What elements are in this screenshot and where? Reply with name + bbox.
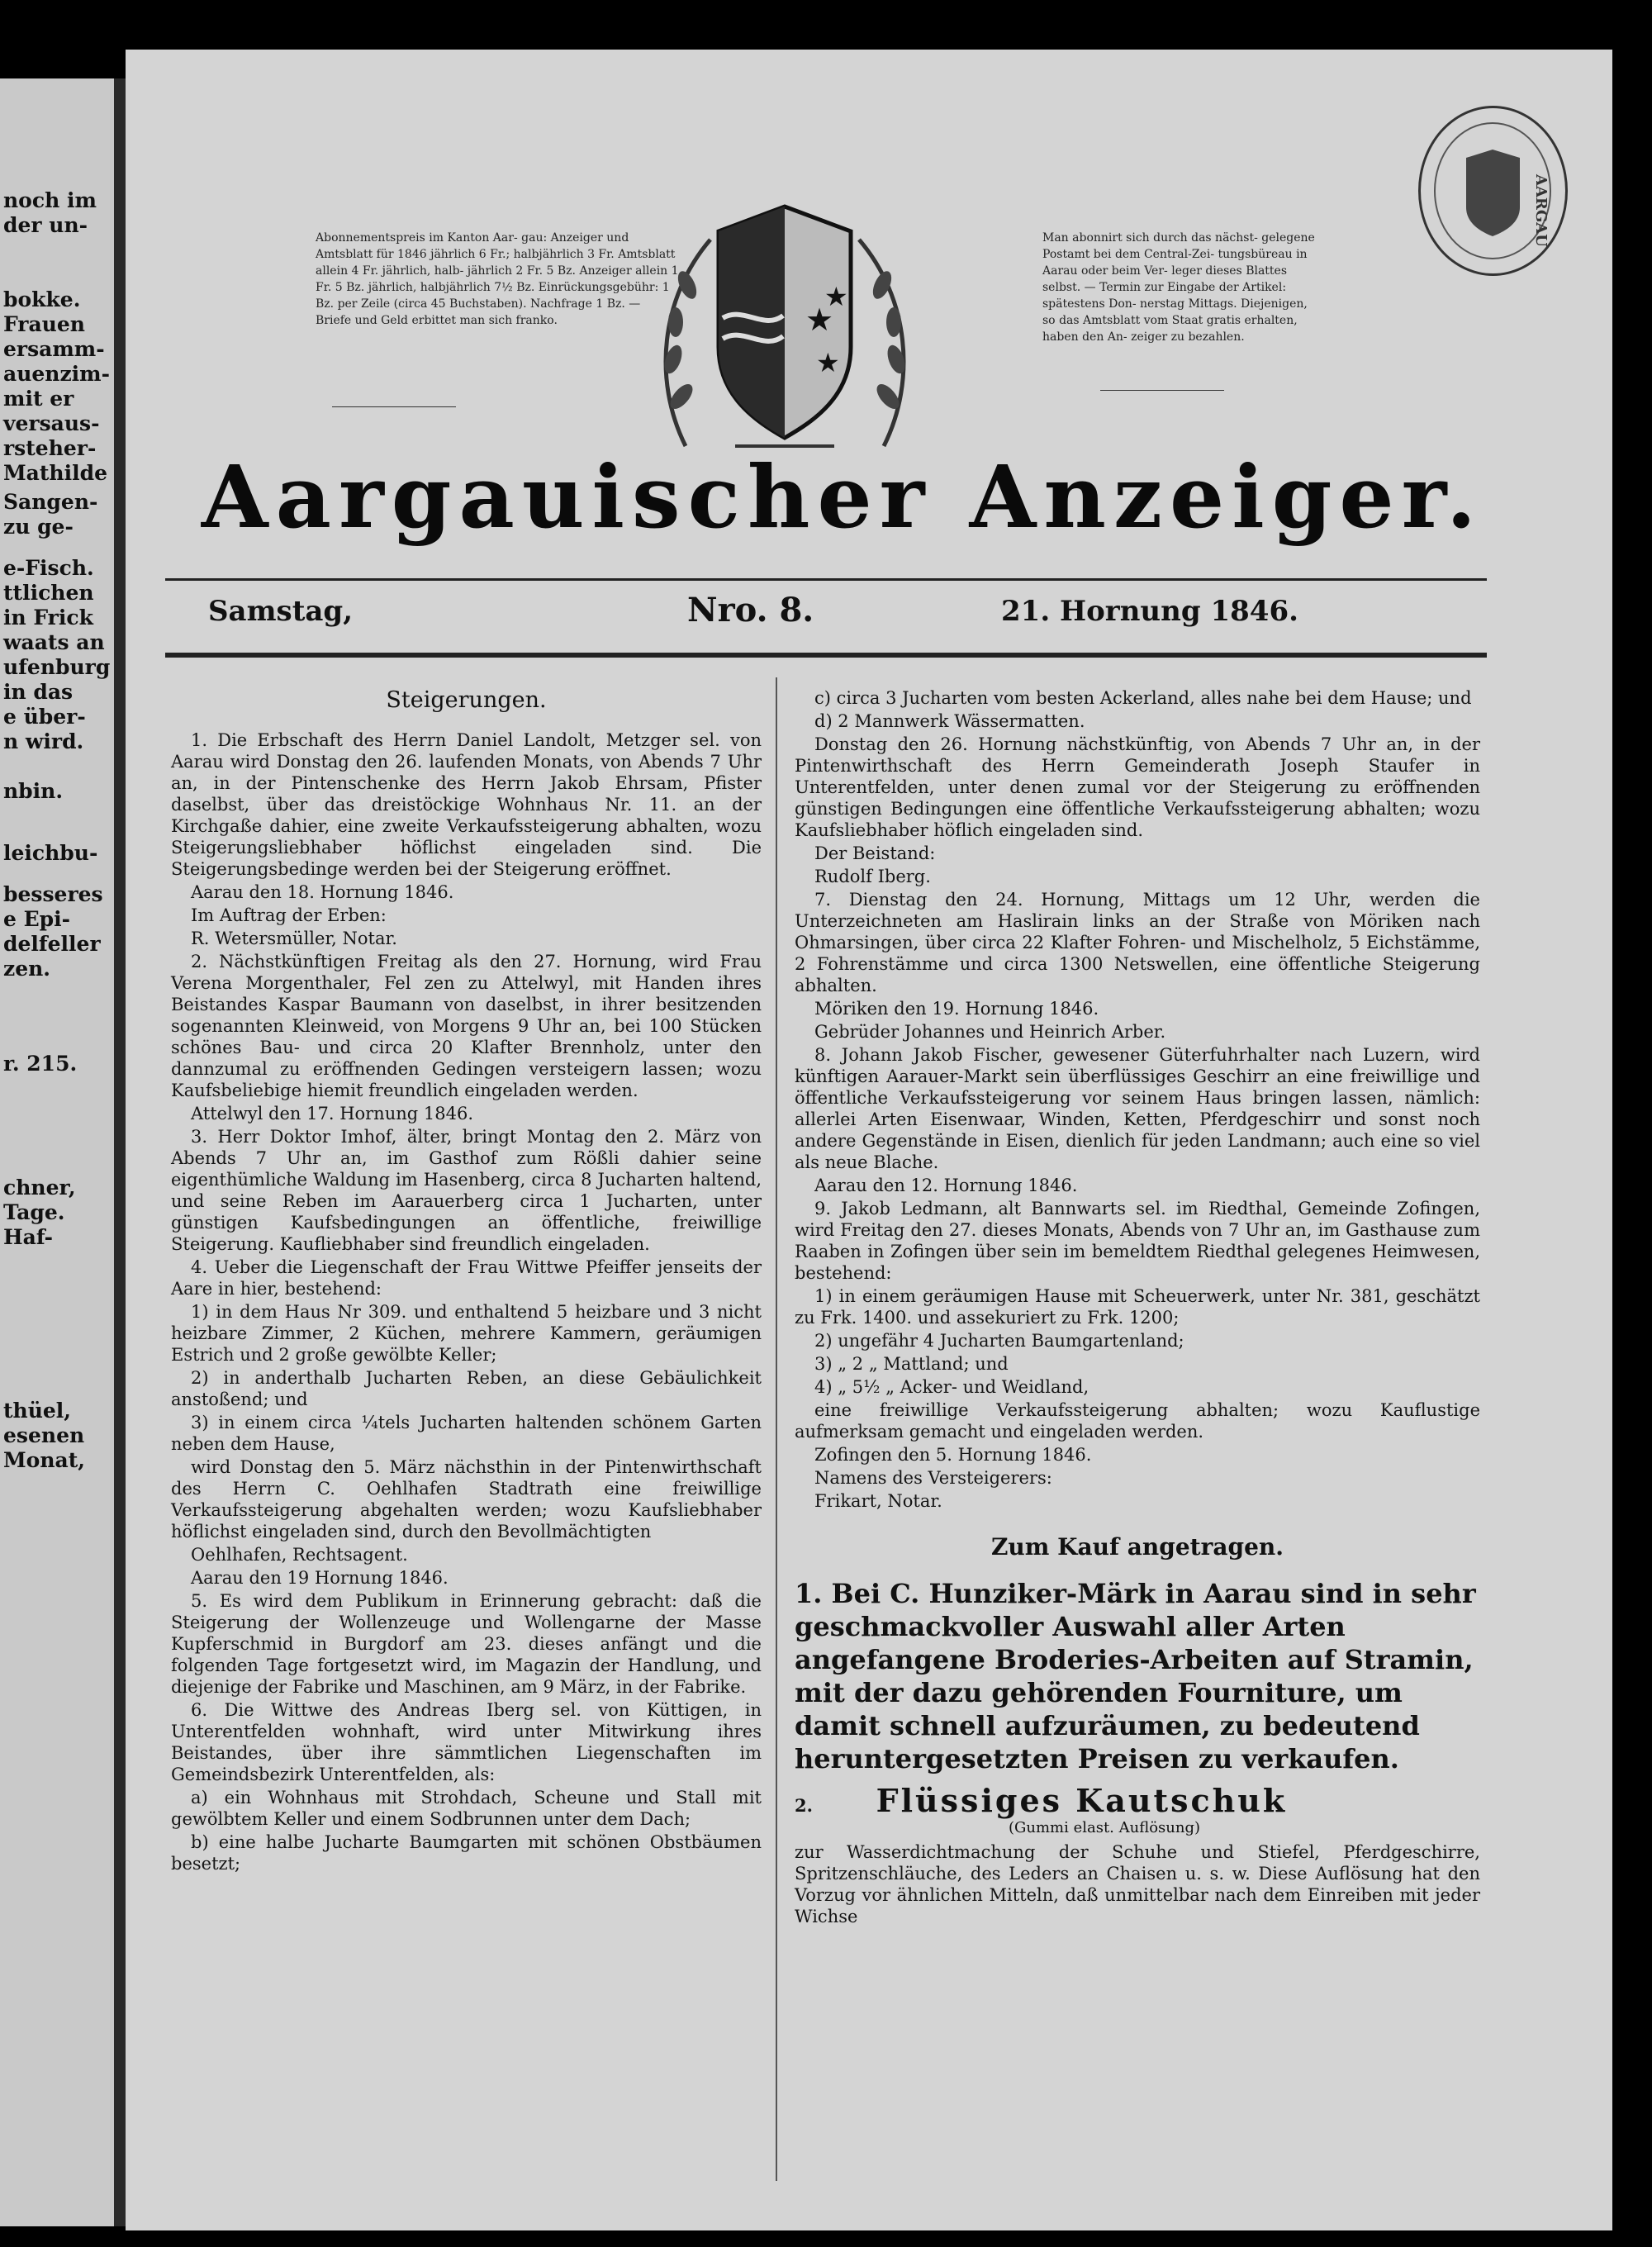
article-paragraph: Möriken den 19. Hornung 1846. bbox=[814, 999, 1099, 1019]
article-paragraph: 2. Nächstkünftigen Freitag als den 27. Hornung, wird Frau Verena Morgenthaler, Fel zen zu Attelwyl, mit Handen ihres Beistandes Kaspar Baumann von daselbst, in ihrer besitzenden sogenannten Kleinweid, von Morgens 9 Uhr an, bei 100 Stücken schönes Bau- und circa 20 Klafter Brennholz, unter den dannzumal zu eröffnenden Gedingen versteigern lassen; wozu Kaufsbeliebige hiemit freundlich eingeladen werden. bbox=[171, 952, 762, 1100]
left-page-text-fragment: n wird. bbox=[3, 729, 84, 753]
adjacent-page-fragment bbox=[0, 78, 114, 2226]
article-paragraph: 1. Die Erbschaft des Herrn Daniel Landolt, Metzger sel. von Aarau wird Donstag den 26. laufenden Monats, von Abends 7 Uhr an, in der Pintenschenke des Herrn Jakob Ehrsam, Pfister daselbst, über das dreistöckige Wohnhaus Nr. 11. an der Kirchgaße dahier, eine zweite Verkaufssteigerung abhalten, wozu Steigerungsliebhaber höflichst eingeladen sind. Die Steigerungsbedinge werden bei der Steigerung eröffnet. bbox=[171, 730, 762, 879]
article-paragraph: Oehlhafen, Rechtsagent. bbox=[191, 1545, 408, 1565]
left-page-text-fragment: Mathilde bbox=[3, 461, 107, 485]
article-paragraph: Aarau den 12. Hornung 1846. bbox=[814, 1176, 1078, 1195]
left-page-text-fragment: auenzim- bbox=[3, 362, 110, 386]
section-heading: Steigerungen. bbox=[386, 687, 547, 713]
left-page-text-fragment: besseres bbox=[3, 882, 103, 906]
issue-day: Samstag, bbox=[208, 595, 354, 628]
left-page-text-fragment: thüel, bbox=[3, 1399, 72, 1423]
left-page-text-fragment: Tage. bbox=[3, 1200, 65, 1224]
article-paragraph: Aarau den 19 Hornung 1846. bbox=[191, 1568, 449, 1588]
article-paragraph: eine freiwillige Verkaufssteigerung abhalten; wozu Kauflustige aufmerksam gemacht und eingeladen werden. bbox=[795, 1400, 1480, 1442]
left-page-text-fragment: chner, bbox=[3, 1176, 76, 1200]
left-page-text-fragment: der un- bbox=[3, 213, 88, 237]
left-page-text-fragment: e über- bbox=[3, 705, 86, 729]
left-page-text-fragment: leichbu- bbox=[3, 841, 98, 865]
article-paragraph: 2) ungefähr 4 Jucharten Baumgartenland; bbox=[814, 1331, 1184, 1351]
article-paragraph: Rudolf Iberg. bbox=[814, 867, 931, 886]
article-paragraph: 6. Die Wittwe des Andreas Iberg sel. von Küttigen, in Unterentfelden wohnhaft, wird unter Mitwirkung ihres Beistandes, über ihre sämmtlichen Liegenschaften im Gemeindsbezirk Unterentfelden, als: bbox=[171, 1700, 762, 1784]
left-page-text-fragment: bokke. bbox=[3, 287, 81, 311]
header-rule-bottom bbox=[165, 653, 1487, 658]
article-paragraph: b) eine halbe Jucharte Baumgarten mit schönen Obstbäumen besetzt; bbox=[171, 1832, 762, 1874]
advertisement-1: 1. Bei C. Hunziker-Märk in Aarau sind in sehr geschmackvoller Auswahl aller Arten angefangene Broderies-Arbeiten auf Stramin, mit der dazu gehörenden Fourniture, um damit schnell aufzuräumen, zu bedeutend heruntergesetzten Preisen zu verkaufen. bbox=[795, 1578, 1476, 1774]
article-paragraph: 1) in einem geräumigen Hause mit Scheuerwerk, unter Nr. 381, geschätzt zu Frk. 1400. und assekuriert zu Frk. 1200; bbox=[795, 1286, 1480, 1328]
left-page-text-fragment: zen. bbox=[3, 957, 50, 981]
left-page-text-fragment: waats an bbox=[3, 630, 105, 654]
left-page-text-fragment: esenen bbox=[3, 1423, 85, 1447]
article-paragraph: 7. Dienstag den 24. Hornung, Mittags um 12 Uhr, werden die Unterzeichneten am Haslirain links an der Straße von Möriken nach Ohmarsingen, über circa 22 Klafter Fohren- und Mischelholz, 5 Eichstämme, 2 Fohrenstämme und circa 1300 Netswellen, eine öffentliche Steigerung abhalten. bbox=[795, 890, 1480, 995]
article-paragraph: wird Donstag den 5. März nächsthin in der Pintenwirthschaft des Herrn C. Oehlhafen Stadtrath eine freiwillige Verkaufssteigerung abgehalten werden; wozu Kaufsliebhaber höflichst eingeladen sind, durch den Bevollmächtigten bbox=[171, 1457, 762, 1542]
left-page-text-fragment: nbin. bbox=[3, 779, 64, 803]
sale-heading: Zum Kauf angetragen. bbox=[990, 1533, 1284, 1561]
left-page-text-fragment: mit er bbox=[3, 387, 74, 411]
ad-title: Flüssiges Kautschuk bbox=[876, 1782, 1288, 1819]
masthead-title: Aargauischer Anzeiger. bbox=[201, 446, 1484, 548]
stamp-text: AARGAU bbox=[1532, 174, 1550, 247]
page-spine bbox=[114, 78, 126, 2226]
left-page-text-fragment: delfeller bbox=[3, 932, 101, 956]
article-paragraph: Zofingen den 5. Hornung 1846. bbox=[814, 1445, 1092, 1465]
article-paragraph: Im Auftrag der Erben: bbox=[191, 905, 387, 925]
article-paragraph: 1) in dem Haus Nr 309. und enthaltend 5 heizbare und 3 nicht heizbare Zimmer, 2 Küchen, mehrere Kammern, geräumigen Estrich und 2 große gewölbte Keller; bbox=[171, 1302, 762, 1365]
left-column-text bbox=[171, 729, 762, 1874]
article-paragraph: 2) in anderthalb Jucharten Reben, an diese Gebäulichkeit anstoßend; und bbox=[171, 1368, 762, 1409]
article-paragraph: Frikart, Notar. bbox=[814, 1491, 942, 1511]
column-divider bbox=[776, 677, 777, 2181]
left-page-text-fragment: r. 215. bbox=[3, 1052, 78, 1076]
left-page-text-fragment: noch im bbox=[3, 188, 97, 212]
article-paragraph: 9. Jakob Ledmann, alt Bannwarts sel. im Riedthal, Gemeinde Zofingen, wird Freitag den 27. dieses Monats, Abends von 7 Uhr an, im Gasthause zum Raaben in Zofingen über sein im bemeldtem Riedthal gelegenes Heimwesen, bestehend: bbox=[795, 1199, 1480, 1283]
left-page-text-fragment: rsteher- bbox=[3, 436, 97, 460]
svg-text:★: ★ bbox=[816, 347, 840, 378]
article-paragraph: Donstag den 26. Hornung nächstkünftig, von Abends 7 Uhr an, in der Pintenwirthschaft des Herrn Gemeinderath Joseph Staufer in Unterentfelden, unter denen zumal vor der Steigerung zu eröffnenden günstigen Bedingungen eine öffentliche Verkaufssteigerung abhalten; wozu Kaufsliebhaber höflich eingeladen sind. bbox=[795, 734, 1480, 840]
svg-text:★: ★ bbox=[805, 302, 834, 338]
article-paragraph: 5. Es wird dem Publikum in Erinnerung gebracht: daß die Steigerung der Wollenzeuge und Wollengarne der Masse Kupferschmid in Burgdorf am 23. dieses anfängt und die folgenden Tage fortgesetzt wird, im Magazin der Handlung, und diejenige der Fabrike und Maschinen, am 9 März, in der Fabrike. bbox=[171, 1591, 762, 1697]
article-paragraph: 3) „ 2 „ Mattland; und bbox=[814, 1354, 1009, 1374]
left-page-text-fragment: versaus- bbox=[3, 411, 100, 435]
left-page-text-fragment: e Epi- bbox=[3, 907, 71, 931]
article-paragraph: R. Wetersmüller, Notar. bbox=[191, 929, 397, 948]
article-paragraph: Namens des Versteigerers: bbox=[814, 1468, 1052, 1488]
coat-of-arms-icon bbox=[636, 173, 933, 479]
article-paragraph: Attelwyl den 17. Hornung 1846. bbox=[191, 1104, 473, 1124]
left-page-text-fragment: e-Fisch. bbox=[3, 556, 94, 580]
left-page-text-fragment: Frauen bbox=[3, 312, 85, 336]
left-page-text-fragment: ttlichen bbox=[3, 581, 94, 605]
library-stamp bbox=[1418, 106, 1568, 276]
advertisement-2 bbox=[795, 1782, 1480, 1927]
article-paragraph: c) circa 3 Jucharten vom besten Ackerland, alles nahe bei dem Hause; und bbox=[814, 688, 1472, 708]
article-paragraph: 3) in einem circa ¼tels Jucharten haltenden schönem Garten neben dem Hause, bbox=[171, 1413, 762, 1454]
left-page-text-fragment: Haf- bbox=[3, 1225, 54, 1249]
issue-date: 21. Hornung 1846. bbox=[1001, 595, 1298, 628]
article-paragraph: Der Beistand: bbox=[814, 843, 936, 863]
left-page-text-fragment: in Frick bbox=[3, 606, 93, 629]
ad-text: zur Wasserdichtmachung der Schuhe und Stiefel, Pferdgeschirre, Spritzenschläuche, des Leders an Chaisen u. s. w. Diese Auflösung hat den Vorzug vor ähnlichen Mitteln, daß unmittelbar nach dem Einreiben mit jeder Wichse bbox=[795, 1842, 1480, 1926]
left-column bbox=[171, 687, 762, 1876]
newspaper-page bbox=[126, 50, 1612, 2230]
ad-number: 2. bbox=[795, 1795, 813, 1816]
left-page-text-fragment: ufenburg bbox=[3, 655, 111, 679]
divider bbox=[332, 406, 456, 407]
header-rule bbox=[165, 578, 1487, 581]
svg-text:★: ★ bbox=[824, 281, 848, 312]
right-column-text bbox=[795, 687, 1480, 1512]
article-paragraph: a) ein Wohnhaus mit Strohdach, Scheune und Stall mit gewölbtem Keller und einem Sodbrunnen unter dem Dach; bbox=[171, 1788, 762, 1829]
right-column bbox=[795, 687, 1480, 1927]
article-paragraph: 4) „ 5½ „ Acker- und Weidland, bbox=[814, 1377, 1089, 1397]
left-page-text-fragment: Sangen- bbox=[3, 490, 98, 514]
left-page-text-fragment: ersamm- bbox=[3, 337, 105, 361]
left-page-text-fragment: Monat, bbox=[3, 1448, 85, 1472]
article-paragraph: 3. Herr Doktor Imhof, älter, bringt Montag den 2. März von Abends 7 Uhr an, im Gasthof zum Rößli dahier seine eigenthümliche Waldung im Hasenberg, circa 8 Jucharten haltend, und seine Reben im Aarauerberg circa 1 Jucharten, unter günstigen Kaufsbedingungen an öffentliche, freiwillige Steigerung. Kaufliebhaber sind freundlich eingeladen. bbox=[171, 1127, 762, 1254]
article-paragraph: 4. Ueber die Liegenschaft der Frau Wittwe Pfeiffer jenseits der Aare in hier, bestehend: bbox=[171, 1257, 762, 1299]
ad-subtitle: (Gummi elast. Auflösung) bbox=[1008, 1819, 1201, 1836]
article-paragraph: d) 2 Mannwerk Wässermatten. bbox=[814, 711, 1085, 731]
left-page-text-fragment: zu ge- bbox=[3, 515, 74, 539]
subscription-info-left: Abonnementspreis im Kanton Aar- gau: Anzeiger und Amtsblatt für 1846 jährlich 6 Fr.; halbjährlich 3 Fr. Amtsblatt allein 4 Fr. jährlich, halb- jährlich 2 Fr. 5 Bz. Anzeiger allein 1 Fr. 5 Bz. jährlich, halbjährlich 7½ Bz. Einrückungsgebühr: 1 Bz. per Zeile (circa 45 Buchstaben). Nachfrage 1 Bz. — Briefe und Geld erbittet man sich franko. bbox=[316, 231, 679, 327]
article-paragraph: 8. Johann Jakob Fischer, gewesener Güterfuhrhalter nach Luzern, wird künftigen Aarauer-Markt sein überflüssiges Geschirr an eine freiwillige und öffentliche Verkaufssteigerung vor seinem Haus bringen lassen, nämlich: allerlei Arten Eisenwaar, Winden, Ketten, Pferdgeschirr und sonst noch andere Gegenstände in Eisen, dienlich für jeden Landmann; auch eine so viel als neue Blache. bbox=[795, 1045, 1480, 1172]
article-paragraph: Aarau den 18. Hornung 1846. bbox=[191, 882, 454, 902]
subscription-info-right: Man abonnirt sich durch das nächst- gelegene Postamt bei dem Central-Zei- tungsbüreau in Aarau oder beim Ver- leger dieses Blattes selbst. — Termin zur Eingabe der Artikel: spätestens Don- nerstag Mittags. Diejenigen, so das Amtsblatt vom Staat gratis erhalten, haben den An- zeiger zu bezahlen. bbox=[1042, 231, 1315, 344]
divider bbox=[1100, 390, 1224, 391]
issue-number: Nro. 8. bbox=[687, 591, 814, 629]
left-page-text-fragment: in das bbox=[3, 680, 74, 704]
article-paragraph: Gebrüder Johannes und Heinrich Arber. bbox=[814, 1022, 1166, 1042]
